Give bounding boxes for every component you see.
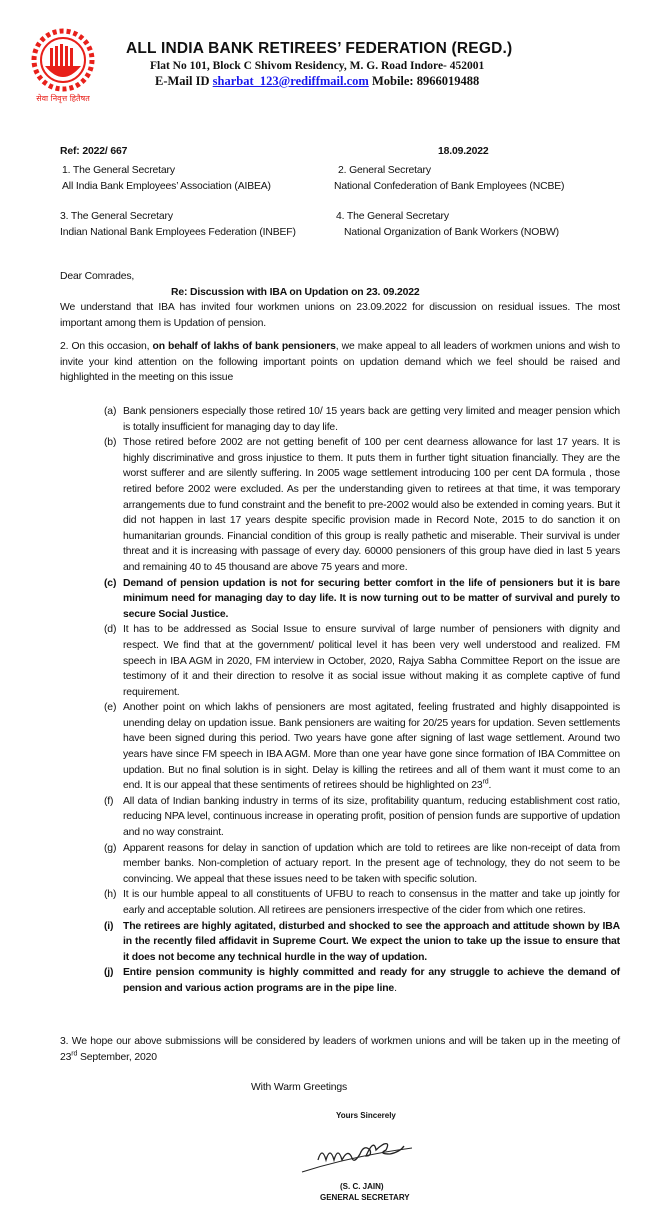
paragraph-3-text: 3. We hope our above submissions will be considered by leaders of workmen unions and will be taken up in the meeting of 23: [60, 1036, 620, 1063]
addressee-org: National Organization of Bank Workers (NOBW): [344, 226, 559, 238]
list-item: [104, 700, 620, 794]
item-label: (i): [104, 920, 114, 932]
item-text: Demand of pension updation is not for securing better comfort in the life of pensioners but it is bare minimum need for managing day to day life. It is now turning out to be matter of survival and purely to secure Social Justice.: [123, 577, 620, 620]
item-label: (d): [104, 624, 117, 636]
email-label: E-Mail ID: [155, 74, 210, 88]
item-label: (j): [104, 967, 114, 979]
paragraph-1: We understand that IBA has invited four workmen unions on 23.09.2022 for discussion on residual issues. The most important among them is Updation of pension.: [60, 302, 620, 329]
addressee-title: 3. The General Secretary: [60, 211, 173, 222]
signature: [300, 1120, 440, 1180]
addressee-org: Indian National Bank Employees Federation (INBEF): [60, 226, 296, 238]
email-link[interactable]: sharbat_123@rediffmail.com: [212, 74, 369, 88]
paragraph-2: [60, 339, 620, 386]
letter-date: 18.09.2022: [438, 146, 489, 157]
item-label: (b): [104, 437, 117, 449]
yours-sincerely: Yours Sincerely: [336, 1111, 396, 1120]
closing-greeting: With Warm Greetings: [251, 1082, 348, 1093]
item-label: (g): [104, 842, 117, 854]
salutation: Dear Comrades,: [60, 271, 135, 282]
paragraph-3: [60, 1034, 620, 1065]
item-label: (f): [104, 795, 114, 807]
signatory-name: (S. C. JAIN): [340, 1182, 384, 1191]
list-item: [104, 622, 620, 700]
subject-line: Re: Discussion with IBA on Updation on 23. 09.2022: [171, 287, 420, 298]
federation-logo: [28, 28, 98, 104]
mobile-number: Mobile: 8966019488: [371, 74, 480, 88]
item-text-tail: .: [394, 982, 397, 994]
org-name: ALL INDIA BANK RETIREES’ FEDERATION (REGD.): [126, 40, 513, 57]
list-item: [104, 404, 620, 435]
addressee-3: [60, 209, 296, 240]
addressee-org: National Confederation of Bank Employees (NCBE): [334, 180, 565, 192]
item-text-tail: .: [488, 780, 492, 792]
item-text: It is our humble appeal to all constituents of UFBU to reach to consensus in the matter and take up jointly for early and acceptable solution. All retirees are pensioners irrespective of the cider from which one retires.: [123, 889, 620, 916]
item-text: It has to be addressed as Social Issue to ensure survival of large number of pensioners with dignity and respect. We find that at the government/ political level it has been very well understood and realized. FM speech in IBA AGM in 2020, FM interview in October, 2020, Rajya Sabha Committee Report on the issue are testimony of it and their direction to resolve it as social issue without making it as complete captive of fund requirement.: [123, 624, 620, 698]
superscript: rd: [71, 1050, 78, 1058]
paragraph-3-tail: September, 2020: [77, 1051, 157, 1063]
item-label: (a): [104, 406, 117, 417]
item-label: (c): [104, 577, 117, 589]
list-item: [104, 576, 620, 623]
item-text: Entire pension community is highly committed and ready for any struggle to achieve the demand of pension and various action programs are in the pipe line: [123, 967, 620, 994]
list-item: [104, 794, 620, 841]
org-address: Flat No 101, Block C Shivom Residency, M. G. Road Indore- 452001: [150, 60, 485, 72]
item-text: Bank pensioners especially those retired 10/ 15 years back are getting very limited and meager pension which is totally insufficient for managing day to day life.: [123, 406, 620, 433]
list-item: [104, 919, 620, 966]
reference-number: Ref: 2022/ 667: [60, 146, 128, 157]
signatory-title: GENERAL SECRETARY: [320, 1193, 410, 1202]
item-text: The retirees are highly agitated, disturbed and shocked to see the approach and attitude shown by IBA in the recently filed affidavit in Supreme Court. We expect the union to take up the issue to ensure that it does not become any technical hurdle in the way of updation.: [123, 920, 620, 963]
list-item: [104, 841, 620, 888]
paragraph-2-text: 2. On this occasion,: [60, 341, 153, 352]
item-label: (e): [104, 702, 117, 714]
svg-text:सेवा निवृत्त हितैषत: सेवा निवृत्त हितैषत: [36, 94, 90, 103]
org-contact: [155, 74, 479, 89]
list-item: [104, 965, 620, 996]
paragraph-2-text: , we make appeal to all leaders of workmen unions and wish to invite your kind attention on the following important points on updation demand which we feel should be raised and highlighted in the meeting on this issue: [60, 341, 620, 384]
item-text: Those retired before 2002 are not getting benefit of 100 per cent dearness allowance for last 17 years. It is highly discriminative and gross injustice to them. It puts them in further tight situation financially. They are the worst sufferer and are silently suffering. In 2005 wage settlement introducing 100 per cent DA formula , those retired before 2002 were excluded. As per the understanding given to retirees at that time, it was temporary arrangements due to fund constraint and the benefit to pre-2002 would also be extended in coming years. But it did not happen in last 17 years despite specific provision made in Record Note, 2015 to do sanction it on humanitarian grounds. Financial condition of this group is really pathetic and miserable. Their survival is under threat and it is increasing with passage of every day. 60000 pensioners of this group have died in last 5 years and remaining 40 to 45 thousand are above 75 years and more.: [123, 437, 620, 573]
item-label: (h): [104, 889, 117, 901]
item-text: Another point on which lakhs of pensioners are most agitated, feeling frustrated and highly disappointed is unending delay on updation issue. Bank pensioners are waiting for 20/25 years for updation. Seven settlements have been signed during this period. Two years have gone after signing of last wage settlement. Around two years have since FM speech in IBA AGM. More than one year have gone since formation of IBA Committee on updation. But no final solution is in sight. Delay is killing the retirees and all of them want it must come to an end. It is our appeal that these sentiments of retirees should be highlighted on 23: [123, 702, 620, 792]
addressee-title: 4. The General Secretary: [336, 211, 449, 222]
list-item: [104, 887, 620, 918]
addressee-title: 1. The General Secretary: [62, 165, 175, 176]
points-list: [104, 404, 620, 997]
addressee-4: [336, 209, 559, 240]
addressee-org: All India Bank Employees’ Association (AIBEA): [62, 180, 271, 192]
superscript: rd: [482, 778, 489, 786]
addressee-1: [62, 163, 271, 194]
addressee-2: [334, 163, 565, 194]
paragraph-2-emphasis: on behalf of lakhs of bank pensioners: [152, 341, 336, 352]
addressee-title: 2. General Secretary: [338, 165, 431, 176]
list-item: [104, 435, 620, 575]
item-text: Apparent reasons for delay in sanction of updation which are told to retirees are like non-receipt of data from member banks. Non-completion of actuary report. In the present age of technology, they do not seem to be convincing. We appeal that these issues need to be taken with specific solution.: [123, 842, 620, 885]
item-text: All data of Indian banking industry in terms of its size, profitability quantum, reducing establishment cost ratio, reducing NPA level, continuous increase in operating profit, position of pension funds are supportive of updation and no way constraint.: [123, 795, 620, 839]
